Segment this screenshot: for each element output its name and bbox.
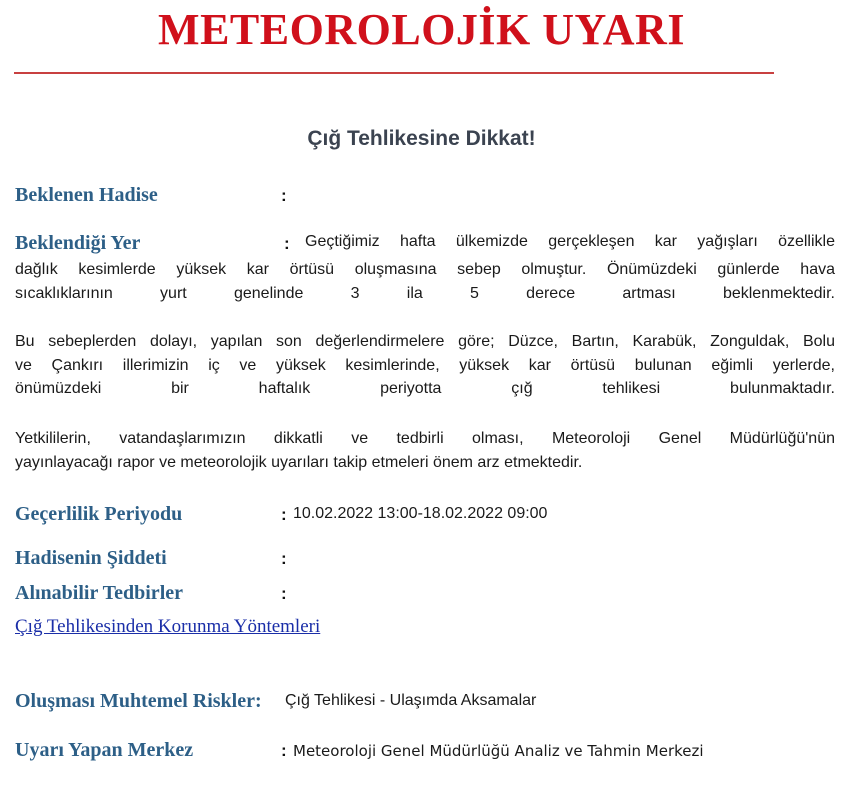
measures-label: Alınabilir Tedbirler [15, 582, 183, 604]
severity-label: Hadisenin Şiddeti [15, 547, 167, 569]
center-colon: : [281, 741, 287, 760]
body-p3-line1: Yetkililerin, vatandaşlarımızın dikkatli ve tedbirli olması, Meteoroloji Genel Müdürlüğü'nün [15, 430, 835, 447]
center-value: Meteoroloji Genel Müdürlüğü Analiz ve Tahmin Merkezi [293, 742, 704, 760]
validity-colon: : [281, 505, 287, 524]
validity-value: 10.02.2022 13:00-18.02.2022 09:00 [293, 505, 548, 522]
body-p2-line2: ve Çankırı illerimizin iç ve yüksek kesimlerinde, yüksek kar örtüsü bulunan eğimli yerlerde, [15, 356, 835, 374]
severity-colon: : [281, 549, 287, 568]
expected-event-colon: : [281, 186, 287, 205]
body-paragraph-2 [15, 330, 835, 401]
risks-value: Çığ Tehlikesi - Ulaşımda Aksamalar [285, 692, 537, 709]
body-p2-line3: önümüzdeki bir haftalık periyotta çığ tehlikesi bulunmaktadır. [15, 380, 835, 397]
title-divider [14, 72, 774, 74]
alert-subtitle: Çığ Tehlikesine Dikkat! [307, 127, 536, 150]
center-label: Uyarı Yapan Merkez [15, 739, 194, 761]
body-p3-line2: yayınlayacağı rapor ve meteorolojik uyarıları takip etmeleri önem arz etmektedir. [15, 453, 583, 471]
measures-colon: : [281, 584, 287, 603]
body-p1-line2: dağlık kesimlerde yüksek kar örtüsü oluşmasına sebep olmuştur. Önümüzdeki günlerde hava [15, 261, 835, 278]
page-title: METEOROLOJİK UYARI [158, 5, 685, 54]
body-p1-line3: sıcaklıklarının yurt genelinde 3 ila 5 derece artması beklenmektedir. [15, 284, 835, 302]
body-paragraph-1 [15, 258, 835, 305]
expected-location-colon: : [284, 234, 290, 253]
validity-label: Geçerlilik Periyodu [15, 503, 183, 525]
body-p1-line1: Geçtiğimiz hafta ülkemizde gerçekleşen kar yağışları özellikle [305, 233, 835, 250]
expected-location-label: Beklendiği Yer [15, 232, 141, 254]
body-paragraph-3 [15, 427, 835, 474]
avalanche-protection-link[interactable]: Çığ Tehlikesinden Korunma Yöntemleri [15, 616, 321, 637]
risks-label: Oluşması Muhtemel Riskler: [15, 690, 262, 712]
expected-event-label: Beklenen Hadise [15, 184, 158, 206]
body-p2-line1: Bu sebeplerden dolayı, yapılan son değerlendirmelere göre; Düzce, Bartın, Karabük, Zonguldak, Bolu [15, 333, 835, 350]
